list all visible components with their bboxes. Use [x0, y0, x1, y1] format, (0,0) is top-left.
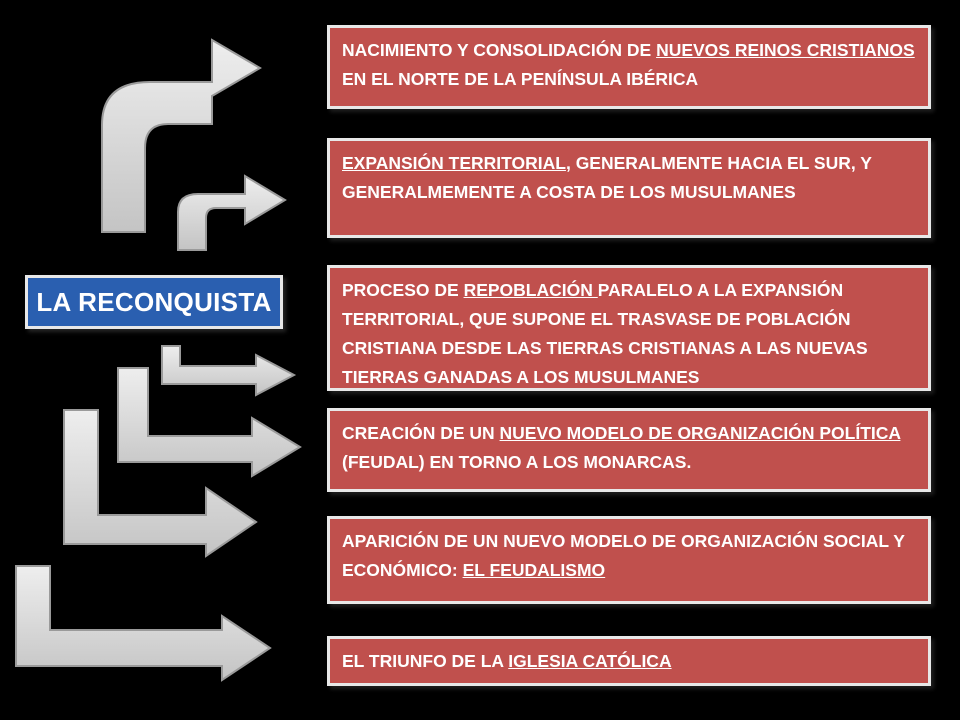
card-text-underlined: IGLESIA CATÓLICA — [508, 651, 672, 671]
arrow-down-right-6 — [16, 566, 270, 680]
title-text: LA RECONQUISTA — [36, 286, 272, 317]
card-text: APARICIÓN DE UN NUEVO MODELO DE ORGANIZACIÓN SOCIAL Y ECONÓMICO: — [342, 531, 905, 580]
card-text: EL TRIUNFO DE LA — [342, 651, 509, 671]
card-text-underlined: EXPANSIÓN TERRITORIAL — [342, 153, 566, 173]
arrow-down-right-3 — [162, 346, 294, 395]
card-text-underlined: EL FEUDALISMO — [462, 560, 606, 580]
card-iglesia-catolica — [327, 636, 931, 686]
card-text: EN EL NORTE DE LA PENÍNSULA IBÉRICA — [342, 69, 699, 89]
title-box — [25, 275, 283, 329]
arrow-up-right-2 — [178, 176, 285, 250]
card-organizacion-politica — [327, 408, 931, 492]
card-text: PARALELO A LA EXPANSIÓN TERRITORIAL, QUE SUPONE EL TRASVASE DE POBLACIÓN CRISTIANA DESDE LAS TIERRAS CRISTIANAS A LAS NUEVAS TIERRAS GANADAS A LOS MUSULMANES — [342, 280, 868, 387]
card-text: CREACIÓN DE UN — [342, 423, 500, 443]
card-text-underlined: NUEVOS REINOS CRISTIANOS — [656, 40, 915, 60]
card-text: PROCESO DE — [342, 280, 464, 300]
card-text: , GENERALMENTE HACIA EL SUR, Y GENERALMEMENTE A COSTA DE LOS MUSULMANES — [342, 153, 872, 202]
card-feudalismo — [327, 516, 931, 604]
card-text: NACIMIENTO Y CONSOLIDACIÓN DE — [342, 40, 657, 60]
card-text-underlined: NUEVO MODELO DE ORGANIZACIÓN POLÍTICA — [499, 423, 901, 443]
arrow-down-right-5 — [64, 410, 256, 556]
card-text: (FEUDAL) EN TORNO A LOS MONARCAS. — [342, 452, 692, 472]
card-text-underlined: REPOBLACIÓN — [463, 280, 598, 300]
card-repoblacion — [327, 265, 931, 391]
card-expansion-territorial — [327, 138, 931, 238]
card-nuevos-reinos — [327, 25, 931, 109]
